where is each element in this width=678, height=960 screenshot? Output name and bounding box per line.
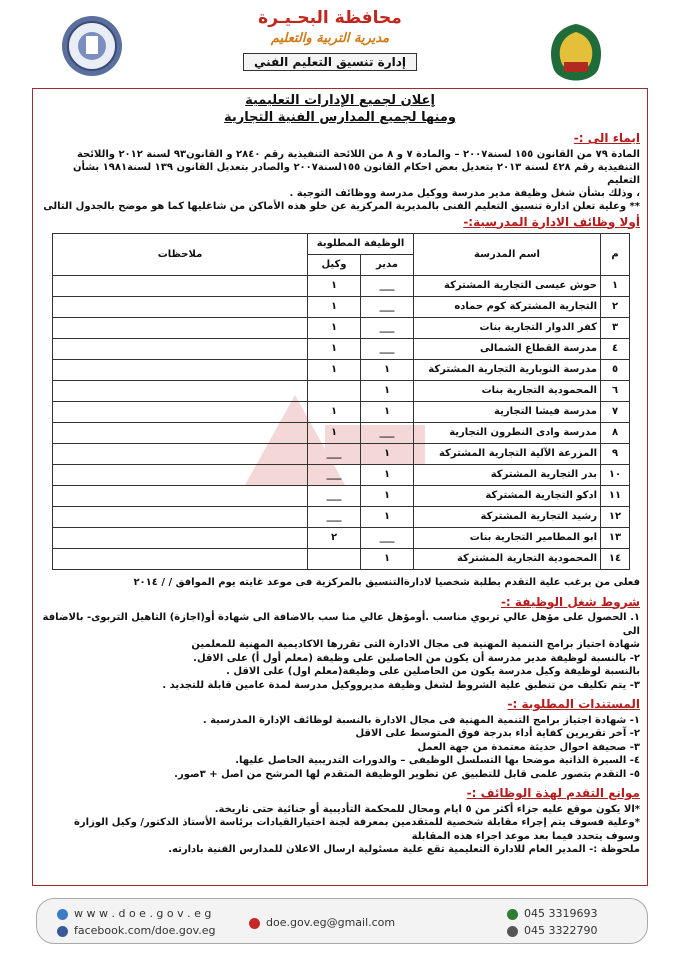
barriers-item: *وعلية فسوف يتم إجراء مقابلة شخصية للمتقدمين بمعرفة لجنة اختيارالقيادات برئاسة الأستاذ الدكتور/ وكيل الوزارة [74, 817, 640, 828]
reference-line: التنفيذية رقم ٤٢٨ لسنة ٢٠١٣ بتعديل بعض احكام القانون ١٥٥لسنة٢٠٠٧ والصادر بتعديل القانون ١٣٩ لسنة١٩٨١ بشأن التعليم [72, 161, 640, 186]
website-text: w w w . d o e . g o v . e g [74, 907, 212, 920]
row-school: المحمودية التجارية المشتركة [414, 549, 601, 570]
col-manager: مدير [361, 255, 414, 276]
fax-icon [507, 926, 518, 937]
col-number: م [601, 234, 630, 276]
governorate-logo-icon [540, 18, 612, 90]
row-number: ١٣ [601, 528, 630, 549]
row-notes [53, 318, 308, 339]
reference-line: ** وعلية تعلن ادارة تنسيق التعليم الفنى بالمديرية المركزية عن خلو هذه الأماكن من شاغليها كما هو موضح بالجدول التالى [43, 200, 640, 212]
application-deadline: فعلى من يرغب علية التقدم بطلبة شخصيا لادارةالتنسيق بالمركزية فى موعد غايته يوم الموافق / / ٢٠١٤ [133, 577, 640, 588]
table-row [53, 465, 630, 486]
barriers-item: وسوف يتحدد فيما بعد موعد اجراء هذه المقابلة [411, 830, 640, 842]
row-number: ٣ [601, 318, 630, 339]
phone-2-text: 045 3322790 [524, 924, 598, 937]
phone-1 [507, 907, 597, 920]
letterhead [0, 0, 678, 88]
barriers-item: ملحوظة :- المدير العام للادارة التعليمية تقع علية مسئولية ارسال الاعلان للمدارس الفنية بادارته. [168, 844, 640, 855]
row-number: ٢ [601, 297, 630, 318]
table-row [53, 402, 630, 423]
row-manager: ___ [361, 339, 414, 360]
table-row [53, 297, 630, 318]
row-school: ابو المطامير التجارية بنات [414, 528, 601, 549]
row-notes [53, 507, 308, 528]
row-number: ٨ [601, 423, 630, 444]
row-number: ٥ [601, 360, 630, 381]
row-number: ١٠ [601, 465, 630, 486]
row-school: حوش عيسى التجارية المشتركة [414, 276, 601, 297]
row-school: مدرسة النوبارية التجارية المشتركة [414, 360, 601, 381]
conditions-item: بالنسبة لوظيفة وكيل مدرسة يكون من الحاصلين على وظيفة(معلم اول) على الاقل . [226, 666, 640, 677]
row-school: ادكو التجارية المشتركة [414, 486, 601, 507]
row-number: ٤ [601, 339, 630, 360]
col-job: الوظيفة المطلوبة [308, 234, 414, 255]
row-manager: ١ [361, 507, 414, 528]
row-deputy: ___ [308, 507, 361, 528]
row-manager: ١ [361, 549, 414, 570]
reference-line: المادة ٧٩ من القانون ١٥٥ لسنة٢٠٠٧ – والمادة ٧ و ٨ من اللائحة التنفيذية رقم ٢٨٤٠ و القانون٩٣ لسنة ٢٠١٢ واللائحة [76, 148, 640, 160]
directorate-title: مديرية التربية والتعليم [270, 31, 390, 46]
row-number: ١ [601, 276, 630, 297]
documents-item: ٣- صحيفة احوال حديثة معتمدة من جهة العمل [417, 741, 640, 753]
row-school: المحمودية التجارية بنات [414, 381, 601, 402]
row-deputy [308, 381, 361, 402]
documents-item: ١- شهادة اجتياز برامج التنمية المهنية فى مجال الادارة بالنسبة لوظائف الإدارة المدرسية . [202, 714, 640, 726]
documents-item: ٥- التقدم بتصور علمى قابل للتطبيق عن تطوير الوظيفة المتقدم لها المرشح من اصل + ٣صور. [174, 768, 640, 780]
row-manager: ___ [361, 423, 414, 444]
row-notes [53, 444, 308, 465]
row-notes [53, 360, 308, 381]
row-manager: ___ [361, 528, 414, 549]
row-deputy [308, 549, 361, 570]
row-school: التجارية المشتركة كوم حماده [414, 297, 601, 318]
conditions-list [40, 611, 640, 692]
website-link[interactable] [57, 907, 211, 920]
contact-footer [36, 898, 648, 944]
row-manager: ___ [361, 297, 414, 318]
row-manager: ١ [361, 465, 414, 486]
row-number: ٩ [601, 444, 630, 465]
announcement-title [40, 92, 640, 126]
row-notes [53, 486, 308, 507]
conditions-item: ١. الحصول على مؤهل عالي تربوي مناسب .أومؤهل عالي منا سب بالاضافة الى شهادة أو(اجازة) التاهيل التربوى- بالاضافة الى [42, 612, 640, 637]
row-manager: ١ [361, 444, 414, 465]
conditions-item: ٢- بالنسبة لوظيفة مدير مدرسة أن يكون من الحاصلين على وظيفة (معلم أول أ) على الاقل. [193, 652, 640, 664]
section-admin-jobs-heading: أولا وظائف الادارة المدرسية:- [463, 214, 640, 229]
conditions-item: شهادة اجتياز برامج التنمية المهنية فى مجال الادارة التى تقررها الاكاديمية المهنية للمعلمين [191, 639, 640, 650]
row-deputy: ١ [308, 297, 361, 318]
col-notes: ملاحظات [53, 234, 308, 276]
conditions-heading: شروط شغل الوظيفة :- [500, 594, 640, 609]
phone-2 [507, 924, 597, 937]
row-number: ١٢ [601, 507, 630, 528]
reference-paragraph [40, 148, 640, 213]
row-notes [53, 528, 308, 549]
table-row [53, 549, 630, 570]
documents-item: ٤- السيرة الذاتية موضحا بها التسلسل الوظيفى – والدورات التدريبية الحاصل عليها. [235, 755, 640, 766]
title-line-1: إعلان لجميع الإدارات التعليمية [245, 93, 435, 108]
row-notes [53, 381, 308, 402]
row-notes [53, 549, 308, 570]
table-row [53, 360, 630, 381]
row-notes [53, 339, 308, 360]
governorate-title: محافظة البحـيـرة [258, 8, 402, 28]
conditions-item: ٣- يتم تكليف من تنطبق علية الشروط لشغل وظيفة مديرووكيل مدرسة لمدة عامين قابلة للتجديد . [162, 679, 640, 691]
globe-icon [57, 909, 68, 920]
directorate-logo-icon [60, 14, 124, 78]
phone-1-text: 045 3319693 [524, 907, 598, 920]
table-row [53, 486, 630, 507]
row-school: المزرعة الآلية التجارية المشتركة [414, 444, 601, 465]
barriers-heading: موانع التقدم لهذة الوظائف :- [466, 786, 640, 800]
row-number: ١١ [601, 486, 630, 507]
documents-list [40, 714, 640, 782]
row-notes [53, 423, 308, 444]
table-row [53, 507, 630, 528]
row-deputy: ١ [308, 318, 361, 339]
barriers-item: *الا يكون موقع عليه جزاء أكثر من ٥ ايام ومحال للمحكمة التأديبية أو جنائية حتى تاريخة. [214, 803, 640, 815]
documents-item: ٢- آخر تقريرين كفاية أداء بدرجة فوق المتوسط على الاقل [355, 728, 640, 739]
department-title: إدارة تنسيق التعليم الفني [243, 53, 417, 71]
documents-heading: المستندات المطلوبة :- [507, 697, 640, 711]
announcement-body [40, 92, 640, 857]
vacancies-table [52, 233, 630, 570]
row-notes [53, 465, 308, 486]
row-deputy: ___ [308, 444, 361, 465]
row-school: رشيد التجارية المشتركة [414, 507, 601, 528]
table-row [53, 276, 630, 297]
row-deputy: ___ [308, 465, 361, 486]
row-number: ١٤ [601, 549, 630, 570]
table-row [53, 339, 630, 360]
row-manager: ١ [361, 360, 414, 381]
row-school: مدرسة القطاع الشمالى [414, 339, 601, 360]
reference-heading: ايماء الى :- [573, 131, 640, 145]
facebook-link[interactable] [57, 924, 216, 937]
phone-icon [507, 909, 518, 920]
barriers-list [40, 803, 640, 857]
row-number: ٧ [601, 402, 630, 423]
facebook-icon [57, 926, 68, 937]
row-notes [53, 402, 308, 423]
row-school: مدرسة وادى النطرون التجارية [414, 423, 601, 444]
row-school: بدر التجارية المشتركة [414, 465, 601, 486]
row-number: ٦ [601, 381, 630, 402]
table-row [53, 528, 630, 549]
row-notes [53, 276, 308, 297]
row-deputy: ١ [308, 402, 361, 423]
email-text: doe.gov.eg@gmail.com [266, 916, 396, 929]
row-notes [53, 297, 308, 318]
row-school: مدرسة فيشا التجارية [414, 402, 601, 423]
row-deputy: ١ [308, 423, 361, 444]
row-manager: ___ [361, 276, 414, 297]
table-row [53, 381, 630, 402]
title-line-2: ومنها لجميع المدارس الفنية التجارية [224, 110, 456, 125]
col-deputy: وكيل [308, 255, 361, 276]
row-manager: ١ [361, 402, 414, 423]
reference-line: ، وذلك بشأن شغل وظيفة مدير مدرسة ووكيل مدرسة ووظائف التوجية . [289, 187, 640, 199]
table-row [53, 444, 630, 465]
row-deputy: ١ [308, 339, 361, 360]
table-row [53, 423, 630, 444]
row-deputy: ١ [308, 276, 361, 297]
facebook-text: facebook.com/doe.gov.eg [74, 924, 216, 937]
email-link[interactable] [249, 916, 395, 929]
row-manager: ___ [361, 318, 414, 339]
row-manager: ١ [361, 486, 414, 507]
row-deputy: ٢ [308, 528, 361, 549]
row-school: كفر الدوار التجارية بنات [414, 318, 601, 339]
email-icon [249, 918, 260, 929]
row-manager: ١ [361, 381, 414, 402]
col-school: اسم المدرسة [414, 234, 601, 276]
row-deputy: ___ [308, 486, 361, 507]
table-row [53, 318, 630, 339]
row-deputy: ١ [308, 360, 361, 381]
